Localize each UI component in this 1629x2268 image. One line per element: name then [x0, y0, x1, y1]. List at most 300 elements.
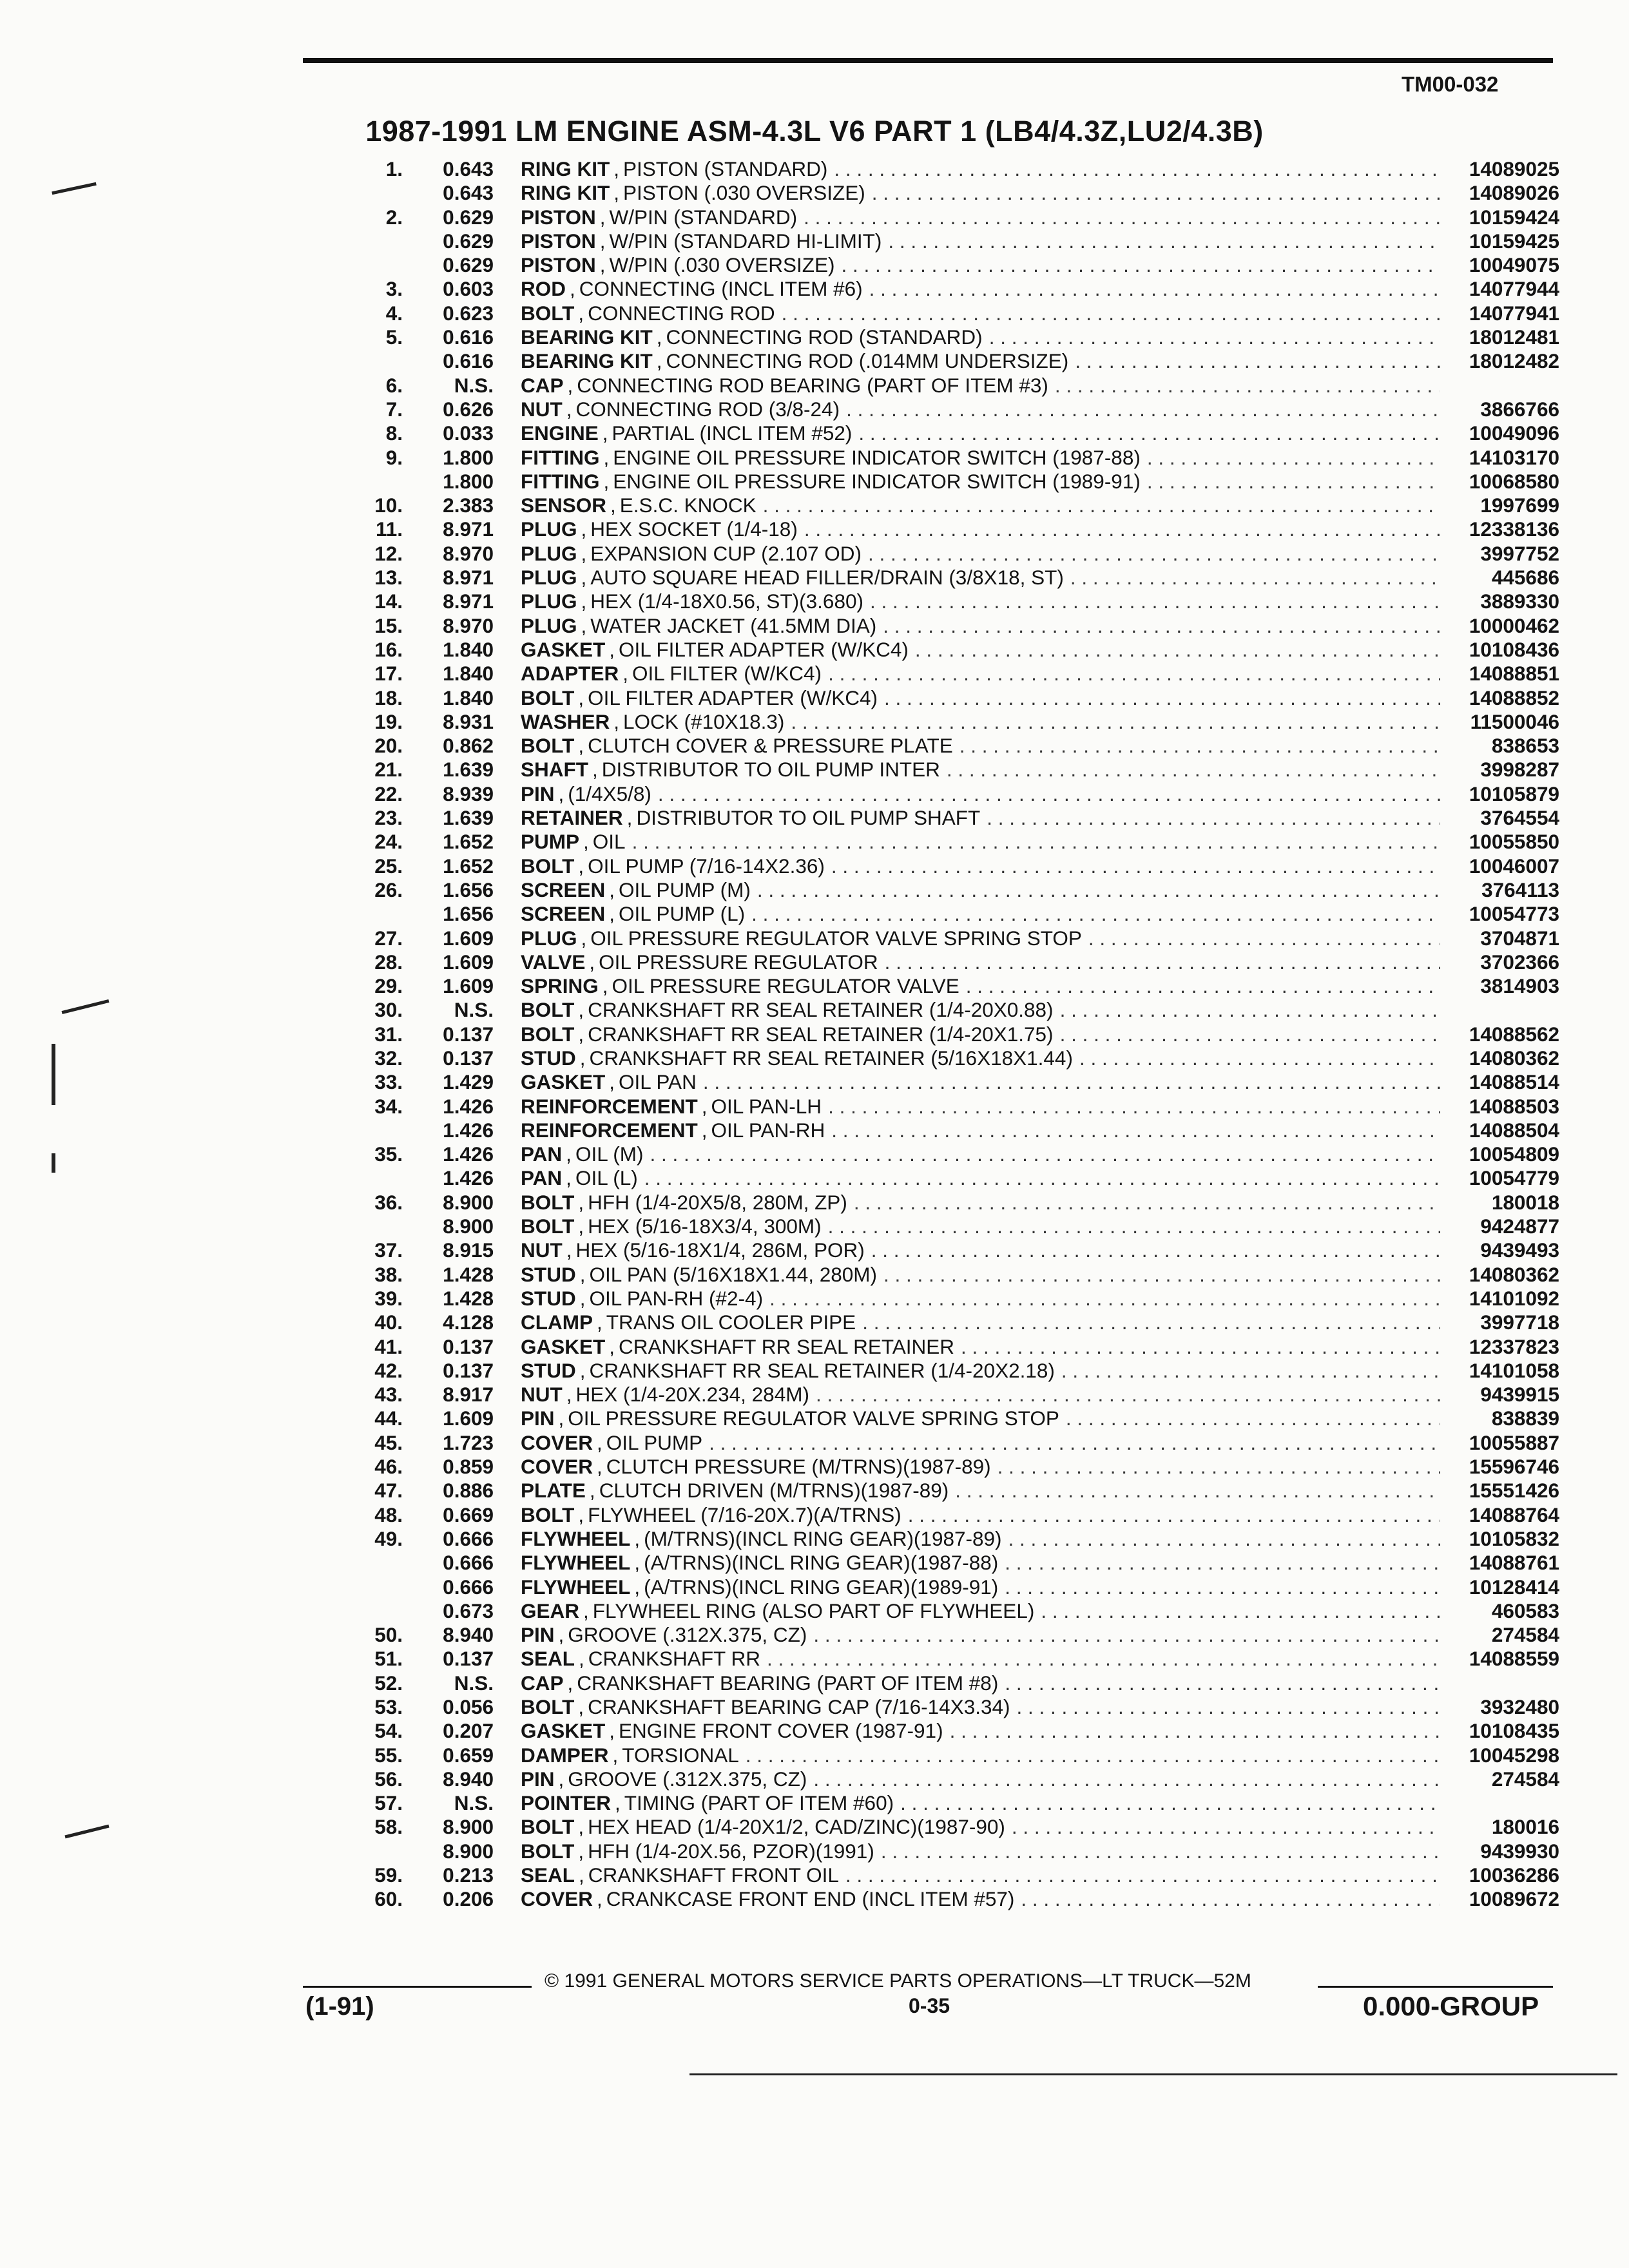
part-row: [361, 1623, 1559, 1647]
item-number: 51.: [374, 1647, 403, 1671]
part-row: [361, 854, 1559, 878]
part-number: 14088504: [1469, 1118, 1559, 1142]
part-detail: OIL FILTER ADAPTER (W/KC4): [619, 637, 909, 661]
part-detail: W/PIN (STANDARD HI-LIMIT): [609, 229, 882, 253]
part-name: SENSOR: [521, 494, 607, 517]
part-name: SCREEN: [521, 878, 606, 901]
part-detail: FLYWHEEL RING (ALSO PART OF FLYWHEEL): [592, 1599, 1035, 1622]
part-description: [521, 710, 1559, 734]
group-number: 8.900: [443, 1190, 494, 1214]
part-number: 3866766: [1480, 397, 1559, 421]
part-description: [521, 1046, 1559, 1070]
separator: ,: [609, 902, 615, 926]
part-row: [361, 1215, 1559, 1238]
part-detail: OIL (M): [575, 1142, 644, 1166]
group-number: 1.428: [443, 1262, 494, 1286]
part-name: FLYWHEEL: [521, 1575, 631, 1599]
part-detail: PISTON (.030 OVERSIZE): [623, 181, 865, 205]
dot-leader: [1068, 349, 1440, 373]
group-number: 0.629: [443, 229, 494, 253]
separator: ,: [558, 1767, 564, 1791]
group-number: 1.652: [443, 830, 494, 854]
part-detail: OIL PRESSURE REGULATOR VALVE SPRING STOP: [568, 1407, 1059, 1430]
item-number: 9.: [385, 445, 403, 469]
group-number: 0.137: [443, 1358, 494, 1382]
part-description: [521, 566, 1559, 590]
part-detail: TIMING (PART OF ITEM #60): [624, 1791, 894, 1815]
part-description: [521, 1551, 1559, 1575]
part-name: GASKET: [521, 1334, 606, 1358]
separator: ,: [581, 613, 587, 637]
part-row: [361, 374, 1559, 398]
part-row: [361, 878, 1559, 902]
dot-leader: [763, 1287, 1440, 1311]
part-description: [521, 974, 1559, 998]
part-row: [361, 157, 1559, 181]
part-detail: CRANKSHAFT RR SEAL RETAINER (1/4-20X1.75): [588, 1022, 1054, 1046]
part-name: BOLT: [521, 1695, 575, 1718]
part-number: 18012482: [1469, 349, 1559, 373]
item-number: 27.: [374, 926, 403, 950]
group-number: 1.639: [443, 758, 494, 782]
separator: ,: [622, 662, 629, 686]
part-row: [361, 253, 1559, 277]
part-name: RING KIT: [521, 181, 610, 205]
part-row: [361, 566, 1559, 590]
part-name: BOLT: [521, 1815, 575, 1839]
dot-leader: [1048, 374, 1440, 398]
separator: ,: [581, 926, 587, 950]
part-detail: ENGINE OIL PRESSURE INDICATOR SWITCH (1989-91): [613, 469, 1141, 493]
part-detail: OIL PAN-LH: [711, 1094, 822, 1118]
item-number: 55.: [374, 1743, 403, 1767]
part-detail: OIL FILTER ADAPTER (W/KC4): [588, 686, 878, 709]
part-name: PISTON: [521, 253, 596, 277]
part-name: RING KIT: [521, 157, 610, 180]
part-description: [521, 446, 1559, 470]
part-detail: ENGINE FRONT COVER (1987-91): [619, 1719, 943, 1743]
part-name: SCREEN: [521, 902, 606, 926]
part-number: 1997699: [1480, 494, 1559, 517]
separator: ,: [701, 1118, 708, 1142]
part-number: 18012481: [1469, 325, 1559, 349]
dot-leader: [954, 1335, 1440, 1359]
part-name: PIN: [521, 1767, 555, 1791]
group-number: 1.656: [443, 902, 494, 926]
group-number: 0.137: [443, 1647, 494, 1671]
part-number: 10054779: [1469, 1166, 1559, 1190]
part-number: 10055850: [1469, 830, 1559, 854]
part-number: 10159424: [1469, 205, 1559, 229]
part-name: BOLT: [521, 686, 575, 709]
part-detail: CRANKCASE FRONT END (INCL ITEM #57): [606, 1887, 1015, 1911]
group-number: 0.616: [443, 325, 494, 349]
part-name: PAN: [521, 1166, 563, 1190]
part-number: 14088514: [1469, 1070, 1559, 1094]
separator: ,: [613, 157, 620, 180]
separator: ,: [599, 205, 606, 229]
part-description: [521, 1023, 1559, 1046]
item-number: 18.: [374, 686, 403, 709]
separator: ,: [578, 1695, 584, 1718]
part-name: BEARING KIT: [521, 325, 653, 349]
part-row: [361, 1070, 1559, 1094]
part-detail: W/PIN (STANDARD): [609, 205, 798, 229]
part-row: [361, 974, 1559, 998]
dot-leader: [835, 253, 1440, 277]
part-description: [521, 542, 1559, 566]
part-detail: PARTIAL (INCL ITEM #52): [612, 421, 853, 445]
dot-leader: [822, 1215, 1440, 1238]
group-number: 8.939: [443, 782, 494, 805]
separator: ,: [566, 397, 572, 421]
part-description: [521, 1095, 1559, 1119]
separator: ,: [603, 445, 610, 469]
separator: ,: [558, 1407, 564, 1430]
part-row: [361, 1119, 1559, 1142]
separator: ,: [570, 277, 575, 301]
dot-leader: [1054, 1023, 1440, 1046]
part-description: [521, 902, 1559, 926]
part-name: SPRING: [521, 974, 599, 998]
item-number: 43.: [374, 1383, 403, 1407]
part-detail: AUTO SQUARE HEAD FILLER/DRAIN (3/8X18, ST): [590, 566, 1064, 590]
group-number: 8.917: [443, 1383, 494, 1407]
part-detail: CONNECTING ROD BEARING (PART OF ITEM #3): [577, 373, 1048, 397]
dot-leader: [825, 1119, 1440, 1142]
separator: ,: [602, 421, 608, 445]
part-row: [361, 1744, 1559, 1767]
part-description: [521, 614, 1559, 638]
part-name: CAP: [521, 1671, 564, 1695]
dot-leader: [751, 878, 1440, 902]
part-description: [521, 1263, 1559, 1287]
part-name: CAP: [521, 373, 564, 397]
separator: ,: [634, 1551, 641, 1575]
group-number: 0.616: [443, 349, 494, 373]
part-description: [521, 734, 1559, 758]
part-row: [361, 830, 1559, 854]
revision-date: (1-91): [305, 1992, 374, 2021]
group-number: 8.915: [443, 1238, 494, 1262]
part-row: [361, 181, 1559, 205]
part-number: 10054773: [1469, 902, 1559, 926]
group-number: 1.840: [443, 662, 494, 686]
part-row: [361, 302, 1559, 325]
dot-leader: [697, 1070, 1440, 1094]
part-number: 274584: [1491, 1767, 1559, 1791]
dot-leader: [877, 1263, 1440, 1287]
group-number: 0.862: [443, 734, 494, 758]
dot-leader: [852, 421, 1440, 445]
part-number: 10108435: [1469, 1719, 1559, 1743]
dot-leader: [863, 277, 1440, 301]
group-number: N.S.: [454, 998, 494, 1022]
separator: ,: [566, 1166, 572, 1190]
item-number: 12.: [374, 541, 403, 565]
separator: ,: [634, 1575, 641, 1599]
part-row: [361, 1503, 1559, 1527]
part-name: NUT: [521, 1238, 563, 1262]
part-detail: HEX (5/16-18X1/4, 286M, POR): [575, 1238, 865, 1262]
dot-leader: [1005, 1815, 1440, 1839]
part-name: STUD: [521, 1358, 576, 1382]
dot-leader: [1141, 470, 1440, 494]
separator: ,: [599, 229, 606, 253]
group-number: 8.931: [443, 709, 494, 733]
part-description: [521, 1335, 1559, 1359]
part-row: [361, 1142, 1559, 1166]
group-number: 1.428: [443, 1286, 494, 1310]
part-name: FLYWHEEL: [521, 1551, 631, 1575]
group-number: 0.666: [443, 1575, 494, 1599]
part-description: [521, 1431, 1559, 1455]
group-number: 0.213: [443, 1863, 494, 1887]
part-number: 180018: [1491, 1190, 1559, 1214]
part-number: 14088559: [1469, 1647, 1559, 1671]
part-detail: GROOVE (.312X.375, CZ): [568, 1767, 807, 1791]
part-number: 445686: [1491, 566, 1559, 590]
part-description: [521, 927, 1559, 950]
group-number: 0.859: [443, 1455, 494, 1479]
dot-leader: [638, 1166, 1440, 1190]
separator: ,: [613, 181, 620, 205]
part-row: [361, 349, 1559, 373]
part-row: [361, 1431, 1559, 1455]
group-number: 8.970: [443, 613, 494, 637]
separator: ,: [603, 469, 610, 493]
separator: ,: [656, 349, 662, 373]
item-number: 45.: [374, 1430, 403, 1454]
part-detail: TORSIONAL: [622, 1743, 739, 1767]
dot-leader: [901, 1503, 1440, 1527]
part-row: [361, 1287, 1559, 1311]
group-number: 8.940: [443, 1767, 494, 1791]
part-detail: OIL PRESSURE REGULATOR: [599, 950, 878, 974]
dot-leader: [874, 1840, 1440, 1863]
part-number: 14080362: [1469, 1046, 1559, 1070]
part-name: REINFORCEMENT: [521, 1094, 698, 1118]
dot-leader: [825, 854, 1440, 878]
item-number: 3.: [385, 277, 403, 301]
dot-leader: [865, 181, 1440, 205]
part-number: 10046007: [1469, 854, 1559, 878]
part-name: NUT: [521, 1383, 563, 1407]
part-row: [361, 470, 1559, 494]
part-name: BOLT: [521, 998, 575, 1022]
group-number: 4.128: [443, 1311, 494, 1334]
item-number: 13.: [374, 566, 403, 590]
part-name: PIN: [521, 1407, 555, 1430]
separator: ,: [581, 590, 587, 613]
part-number: 10108436: [1469, 637, 1559, 661]
part-description: [521, 1119, 1559, 1142]
part-detail: OIL PUMP (7/16-14X2.36): [588, 854, 825, 878]
part-number: 14101058: [1469, 1358, 1559, 1382]
part-number: 14088503: [1469, 1094, 1559, 1118]
group-number: 0.033: [443, 421, 494, 445]
part-name: PLUG: [521, 613, 577, 637]
item-number: 11.: [375, 517, 403, 541]
dot-leader: [644, 1142, 1440, 1166]
part-number: 14080362: [1469, 1262, 1559, 1286]
group-number: 8.900: [443, 1215, 494, 1238]
part-number: 10128414: [1469, 1575, 1559, 1599]
part-description: [521, 1791, 1559, 1815]
part-detail: OIL (L): [575, 1166, 638, 1190]
footer-rule-right: [1318, 1986, 1553, 1988]
part-description: [521, 421, 1559, 445]
part-number: 14088761: [1469, 1551, 1559, 1575]
dot-leader: [1141, 446, 1440, 470]
dot-leader: [882, 229, 1440, 253]
dot-leader: [775, 302, 1440, 325]
part-name: SHAFT: [521, 758, 588, 782]
separator: ,: [581, 517, 587, 541]
part-description: [521, 349, 1559, 373]
part-name: BOLT: [521, 301, 575, 325]
item-number: 17.: [374, 662, 403, 686]
part-number: 838653: [1491, 734, 1559, 758]
part-row: [361, 1840, 1559, 1863]
part-row: [361, 1551, 1559, 1575]
part-detail: OIL FILTER (W/KC4): [632, 662, 822, 686]
part-description: [521, 878, 1559, 902]
item-number: 52.: [374, 1671, 403, 1695]
part-name: PIN: [521, 782, 555, 805]
group-number: 1.609: [443, 1407, 494, 1430]
part-name: GASKET: [521, 1719, 606, 1743]
item-number: 49.: [374, 1526, 403, 1550]
group-number: 1.609: [443, 950, 494, 974]
part-description: [521, 1744, 1559, 1767]
part-number: 14089026: [1469, 181, 1559, 205]
part-name: BOLT: [521, 854, 575, 878]
dot-leader: [822, 662, 1440, 686]
part-number: 10045298: [1469, 1743, 1559, 1767]
part-name: GASKET: [521, 637, 606, 661]
part-row: [361, 662, 1559, 686]
part-description: [521, 1407, 1559, 1430]
dot-leader: [876, 614, 1440, 638]
separator: ,: [567, 1671, 574, 1695]
separator: ,: [634, 1526, 641, 1550]
part-row: [361, 1046, 1559, 1070]
part-name: STUD: [521, 1262, 576, 1286]
group-number: 0.886: [443, 1479, 494, 1503]
part-name: REINFORCEMENT: [521, 1118, 698, 1142]
part-description: [521, 1767, 1559, 1791]
part-number: 12338136: [1469, 517, 1559, 541]
margin-mark: [52, 1044, 55, 1105]
part-detail: HEX (1/4-18X0.56, ST)(3.680): [590, 590, 863, 613]
margin-mark: [64, 1825, 109, 1839]
part-detail: OIL PUMP (M): [619, 878, 751, 901]
part-detail: CRANKSHAFT RR: [588, 1647, 760, 1671]
part-name: COVER: [521, 1887, 593, 1911]
part-detail: CRANKSHAFT RR SEAL RETAINER (1/4-20X2.18): [589, 1358, 1055, 1382]
part-row: [361, 1095, 1559, 1119]
separator: ,: [592, 758, 598, 782]
part-description: [521, 517, 1559, 541]
separator: ,: [597, 1887, 602, 1911]
dot-leader: [797, 206, 1440, 229]
group-number: 0.056: [443, 1695, 494, 1718]
part-number: 274584: [1491, 1623, 1559, 1647]
separator: ,: [589, 1479, 595, 1503]
group-number: 0.207: [443, 1719, 494, 1743]
group-number: 1.800: [443, 469, 494, 493]
margin-mark: [62, 999, 110, 1014]
dot-leader: [798, 517, 1440, 541]
group-number: 0.137: [443, 1334, 494, 1358]
part-name: STUD: [521, 1046, 576, 1070]
part-row: [361, 806, 1559, 830]
part-detail: (1/4X5/8): [568, 782, 651, 805]
part-number: 14077941: [1469, 301, 1559, 325]
part-detail: CONNECTING ROD: [588, 301, 775, 325]
part-row: [361, 686, 1559, 710]
part-row: [361, 1263, 1559, 1287]
separator: ,: [609, 1070, 615, 1094]
margin-mark: [52, 182, 97, 195]
dot-leader: [949, 1479, 1440, 1503]
part-detail: (A/TRNS)(INCL RING GEAR)(1987-88): [644, 1551, 999, 1575]
group-label: 0.000-GROUP: [1363, 1991, 1539, 2021]
part-name: BEARING KIT: [521, 349, 653, 373]
part-detail: HFH (1/4-20X.56, PZOR)(1991): [588, 1839, 874, 1863]
part-row: [361, 950, 1559, 974]
part-row: [361, 229, 1559, 253]
separator: ,: [566, 1142, 572, 1166]
dot-leader: [807, 1623, 1440, 1647]
part-row: [361, 1479, 1559, 1503]
part-detail: WATER JACKET (41.5MM DIA): [590, 613, 877, 637]
part-description: [521, 302, 1559, 325]
item-number: 19.: [374, 709, 403, 733]
part-number: 10000462: [1469, 613, 1559, 637]
separator: ,: [566, 1383, 572, 1407]
group-number: 0.659: [443, 1743, 494, 1767]
separator: ,: [597, 1311, 602, 1334]
group-number: 1.840: [443, 686, 494, 709]
part-row: [361, 998, 1559, 1022]
part-row: [361, 1599, 1559, 1623]
part-name: RETAINER: [521, 806, 623, 830]
group-number: 0.137: [443, 1046, 494, 1070]
group-number: 1.609: [443, 974, 494, 998]
part-number: 10105832: [1469, 1526, 1559, 1550]
part-name: CLAMP: [521, 1311, 593, 1334]
item-number: 48.: [374, 1503, 403, 1526]
part-description: [521, 1479, 1559, 1503]
part-row: [361, 1359, 1559, 1383]
group-number: 0.137: [443, 1022, 494, 1046]
item-number: 14.: [374, 590, 403, 613]
dot-leader: [878, 686, 1440, 710]
item-number: 53.: [374, 1695, 403, 1718]
part-detail: OIL PUMP: [606, 1430, 703, 1454]
dot-leader: [840, 398, 1440, 421]
part-detail: HFH (1/4-20X5/8, 280M, ZP): [588, 1190, 847, 1214]
part-name: GASKET: [521, 1070, 606, 1094]
dot-leader: [991, 1455, 1440, 1479]
part-number: 180016: [1491, 1815, 1559, 1839]
dot-leader: [980, 806, 1440, 830]
item-number: 20.: [374, 734, 403, 758]
item-number: 46.: [374, 1455, 403, 1479]
group-number: 8.900: [443, 1815, 494, 1839]
